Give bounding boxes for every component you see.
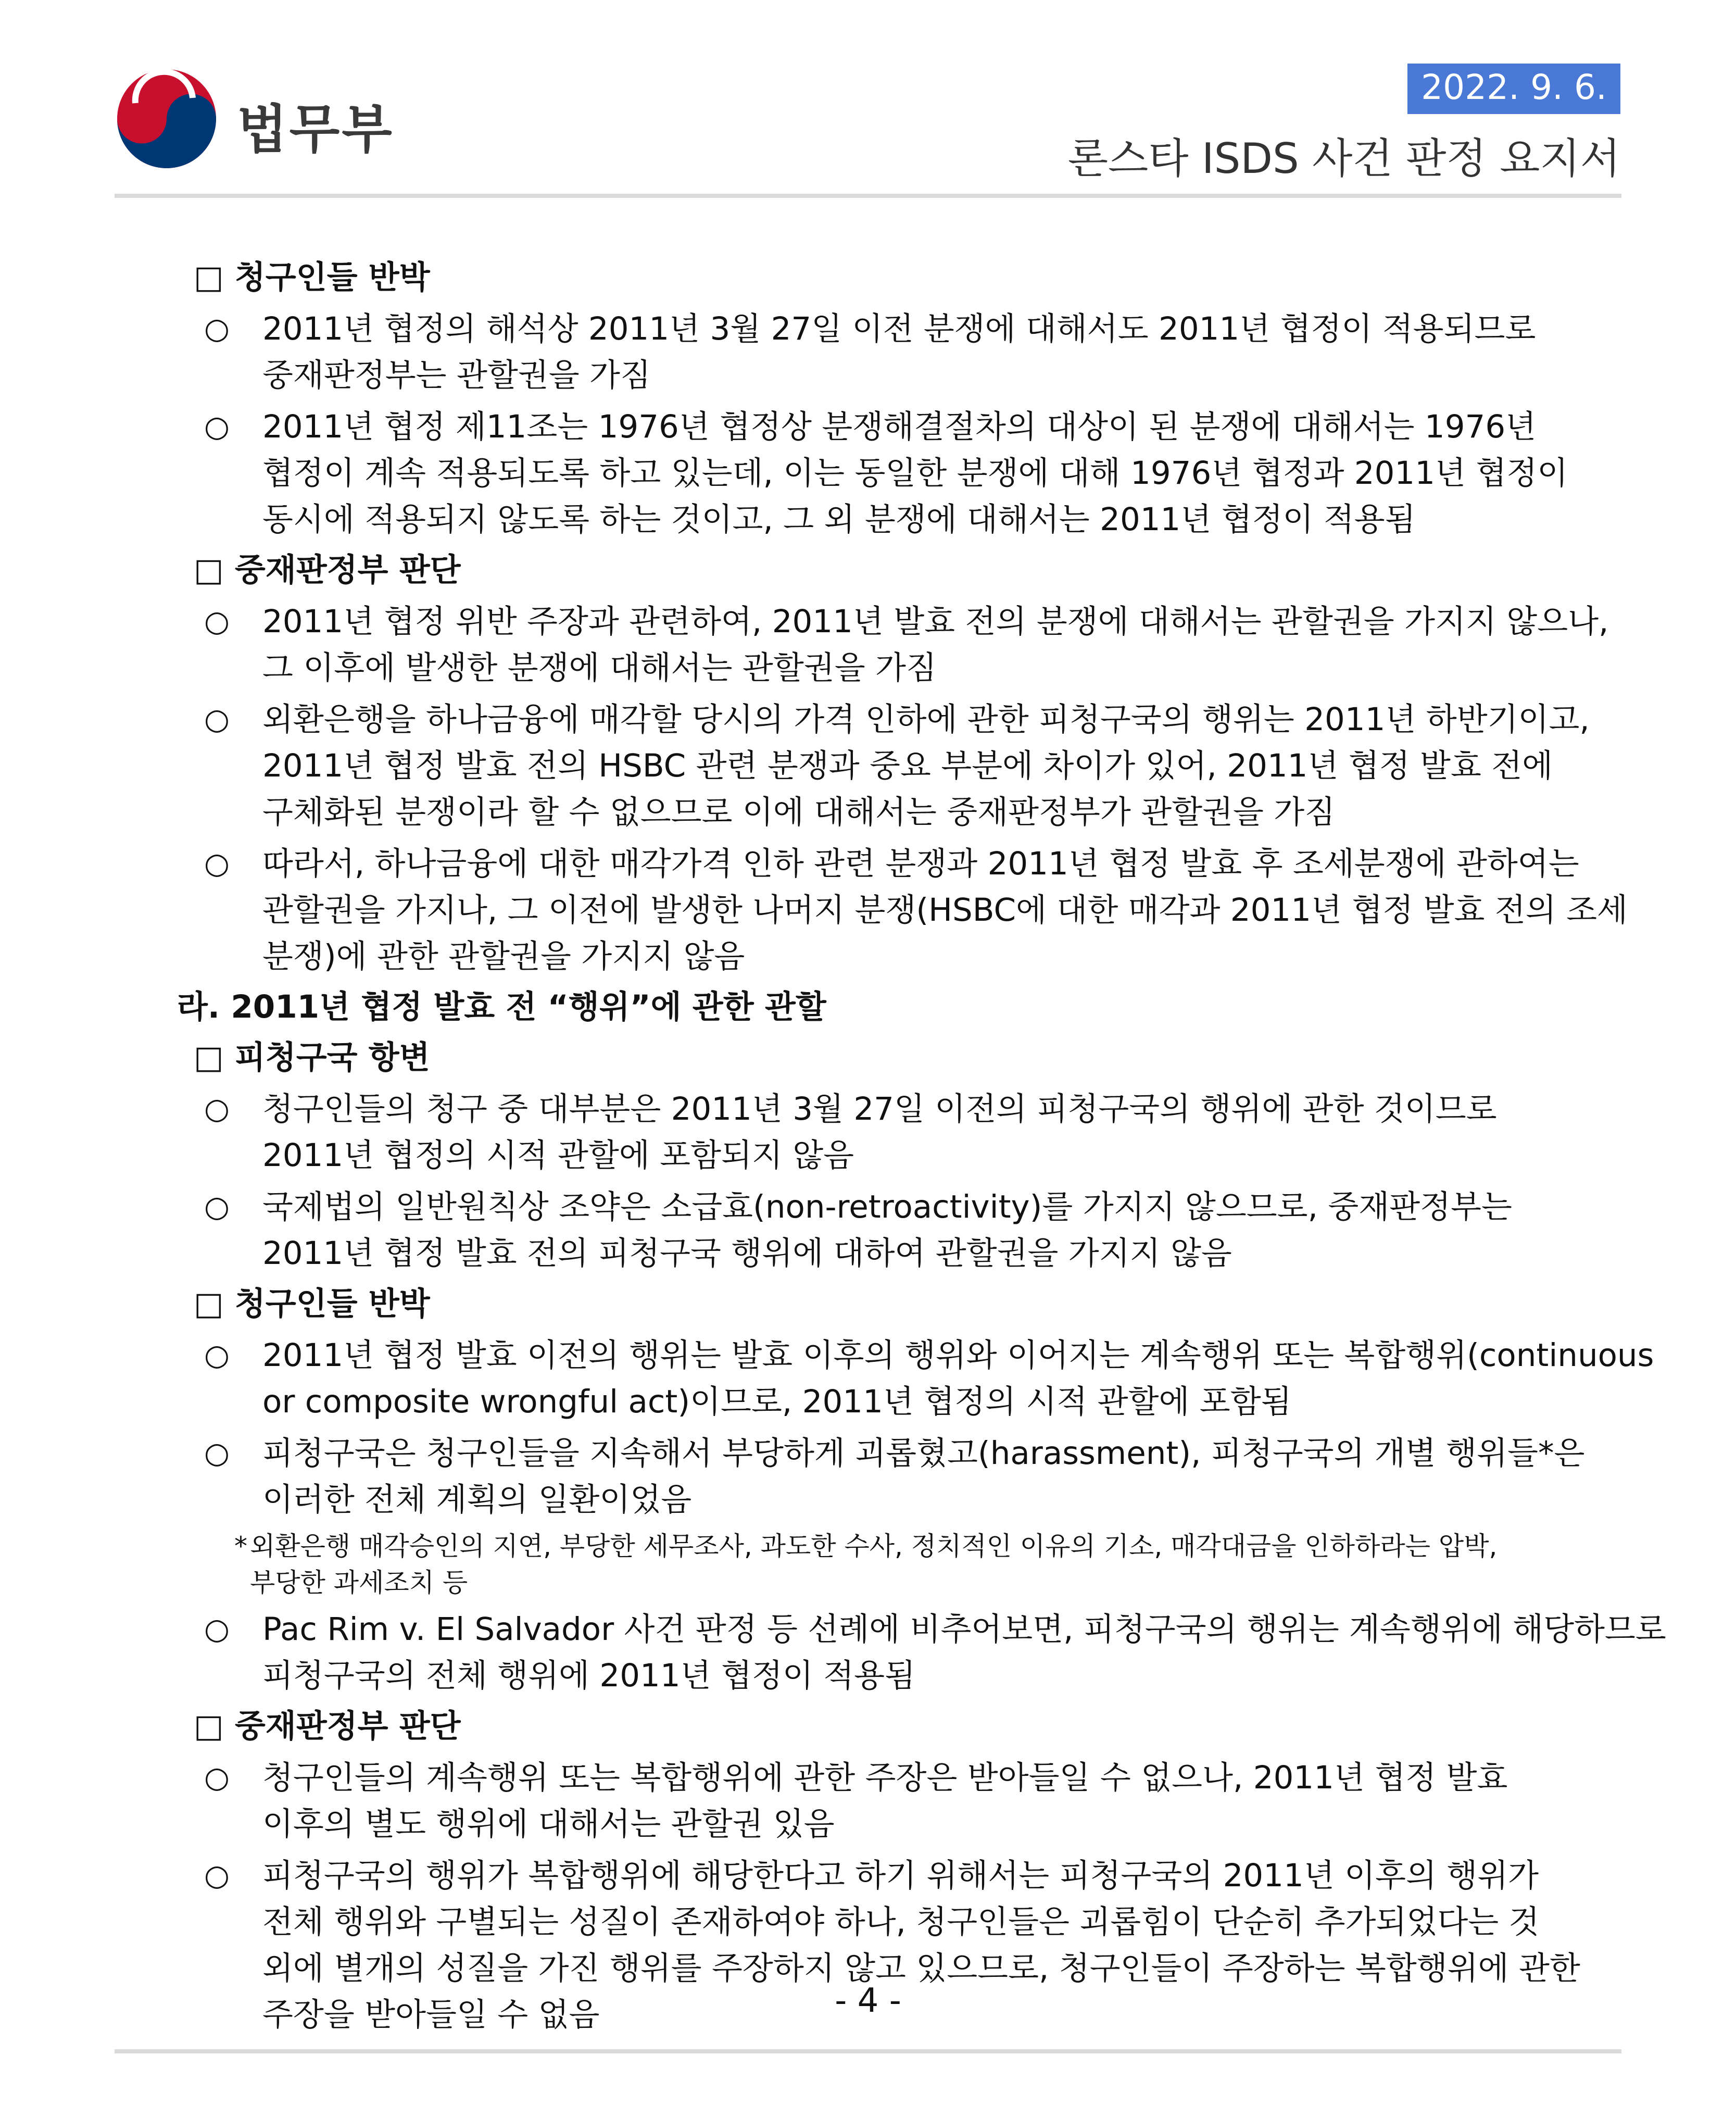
section-heading: 라. 2011년 협정 발효 전 “행위”에 관한 관할 xyxy=(177,988,826,1025)
text-line: ○ 피청구국은 청구인들을 지속해서 부당하게 괴롭혔고(harassment), 피청구국의 개별 행위들*은 xyxy=(262,1435,1585,1472)
subsection-heading: □ 중재판정부 판단 xyxy=(194,1708,461,1745)
subsection-heading: □ 피청구국 항변 xyxy=(194,1039,430,1076)
text-line: ○ 외환은행을 하나금융에 매각할 당시의 가격 인하에 관한 피청구국의 행위는 2011년 하반기이고, xyxy=(262,701,1590,738)
text-line: ○ Pac Rim v. El Salvador 사건 판정 등 선례에 비추어보면, 피청구국의 행위는 계속행위에 해당하므로 xyxy=(262,1611,1666,1648)
text-line: ○ 2011년 협정 발효 이전의 행위는 발효 이후의 행위와 이어지는 계속행위 또는 복합행위(continuous xyxy=(262,1337,1654,1374)
text-line: or composite wrongful act)이므로, 2011년 협정의 시적 관할에 포함됨 xyxy=(262,1383,1292,1420)
text-line: 전체 행위와 구별되는 성질이 존재하여야 하나, 청구인들은 괴롭힘이 단순히 추가되었다는 것 xyxy=(262,1903,1540,1940)
text-line: 구체화된 분쟁이라 할 수 없으므로 이에 대해서는 중재판정부가 관할권을 가짐 xyxy=(262,794,1336,831)
bullet-item xyxy=(204,306,1573,398)
text-line: 2011년 협정 발효 전의 피청구국 행위에 대하여 관할권을 가지지 않음 xyxy=(262,1235,1232,1272)
page-number: - 4 - xyxy=(835,1982,901,2020)
bullet-item xyxy=(204,1332,1654,1425)
text-line: ○ 2011년 협정 위반 주장과 관련하여, 2011년 발효 전의 분쟁에 대해서는 관할권을 가지지 않으나, xyxy=(262,603,1609,640)
text-line: 관할권을 가지나, 그 이전에 발생한 나머지 분쟁(HSBC에 대한 매각과 2011년 협정 발효 전의 조세 xyxy=(262,892,1628,929)
bullet-item xyxy=(204,696,1590,835)
organization-name: 법무부 xyxy=(237,99,394,160)
text-line: 이후의 별도 행위에 대해서는 관할권 있음 xyxy=(262,1806,835,1843)
text-line: 주장을 받아들일 수 없음 xyxy=(262,1996,600,2033)
bullet-item xyxy=(204,841,1628,980)
text-line: 부당한 과세조치 등 xyxy=(250,1568,468,1598)
text-line: 협정이 계속 적용되도록 하고 있는데, 이는 동일한 분쟁에 대해 1976년 협정과 2011년 협정이 xyxy=(262,455,1568,492)
text-line: ○ 2011년 협정 제11조는 1976년 협정상 분쟁해결절차의 대상이 된 분쟁에 대해서는 1976년 xyxy=(262,408,1537,445)
document-body xyxy=(177,250,1666,2038)
text-line: 2011년 협정 발효 전의 HSBC 관련 분쟁과 중요 부분에 차이가 있어, 2011년 협정 발효 전에 xyxy=(262,747,1553,784)
text-line: 그 이후에 발생한 분쟁에 대해서는 관할권을 가짐 xyxy=(262,649,937,686)
bullet-item xyxy=(204,1184,1573,1276)
text-line: ○ 2011년 협정의 해석상 2011년 3월 27일 이전 분쟁에 대해서도 2011년 협정이 적용되므로 xyxy=(262,310,1536,347)
text-line: 2011년 협정의 시적 관할에 포함되지 않음 xyxy=(262,1137,854,1174)
text-line: 이러한 전체 계획의 일환이었음 xyxy=(262,1481,692,1518)
document-title: 론스타 ISDS 사건 판정 요지서 xyxy=(1067,134,1620,183)
text-line: ○ 국제법의 일반원칙상 조약은 소급효(non-retroactivity)를 가지지 않으므로, 중재판정부는 xyxy=(262,1188,1512,1225)
text-line: 동시에 적용되지 않도록 하는 것이고, 그 외 분쟁에 대해서는 2011년 협정이 적용됨 xyxy=(262,501,1416,538)
bullet-item xyxy=(204,598,1609,691)
bullet-item xyxy=(204,1086,1573,1179)
text-line: 분쟁)에 관한 관할권을 가지지 않음 xyxy=(262,938,745,975)
text-line: ○ 따라서, 하나금융에 대한 매각가격 인하 관련 분쟁과 2011년 협정 발효 후 조세분쟁에 관하여는 xyxy=(262,845,1579,882)
text-line: 외에 별개의 성질을 가진 행위를 주장하지 않고 있으므로, 청구인들이 주장하는 복합행위에 관한 xyxy=(262,1950,1580,1987)
text-line: ○ 피청구국의 행위가 복합행위에 해당한다고 하기 위해서는 피청구국의 2011년 이후의 행위가 xyxy=(262,1857,1539,1894)
header-divider xyxy=(115,194,1621,198)
subsection-heading: □ 청구인들 반박 xyxy=(194,259,430,296)
subsection-heading: □ 청구인들 반박 xyxy=(194,1285,430,1322)
bullet-item xyxy=(204,1430,1585,1523)
footer-divider xyxy=(115,2049,1621,2053)
bullet-item xyxy=(204,404,1573,543)
bullet-item xyxy=(204,1755,1573,1847)
government-emblem-logo xyxy=(115,67,219,171)
subsection-heading: □ 중재판정부 판단 xyxy=(194,552,461,588)
bullet-item xyxy=(204,1606,1666,1699)
text-line: 중재판정부는 관할권을 가짐 xyxy=(262,357,651,394)
date-badge: 2022. 9. 6. xyxy=(1407,64,1620,114)
text-line: ○ 청구인들의 청구 중 대부분은 2011년 3월 27일 이전의 피청구국의 행위에 관한 것이므로 xyxy=(262,1091,1497,1127)
footnote xyxy=(234,1528,1573,1601)
text-line: * 외환은행 매각승인의 지연, 부당한 세무조사, 과도한 수사, 정치적인 이유의 기소, 매각대금을 인하하라는 압박, xyxy=(250,1531,1498,1561)
text-line: ○ 청구인들의 계속행위 또는 복합행위에 관한 주장은 받아들일 수 없으나, 2011년 협정 발효 xyxy=(262,1759,1508,1796)
text-line: 피청구국의 전체 행위에 2011년 협정이 적용됨 xyxy=(262,1657,915,1694)
